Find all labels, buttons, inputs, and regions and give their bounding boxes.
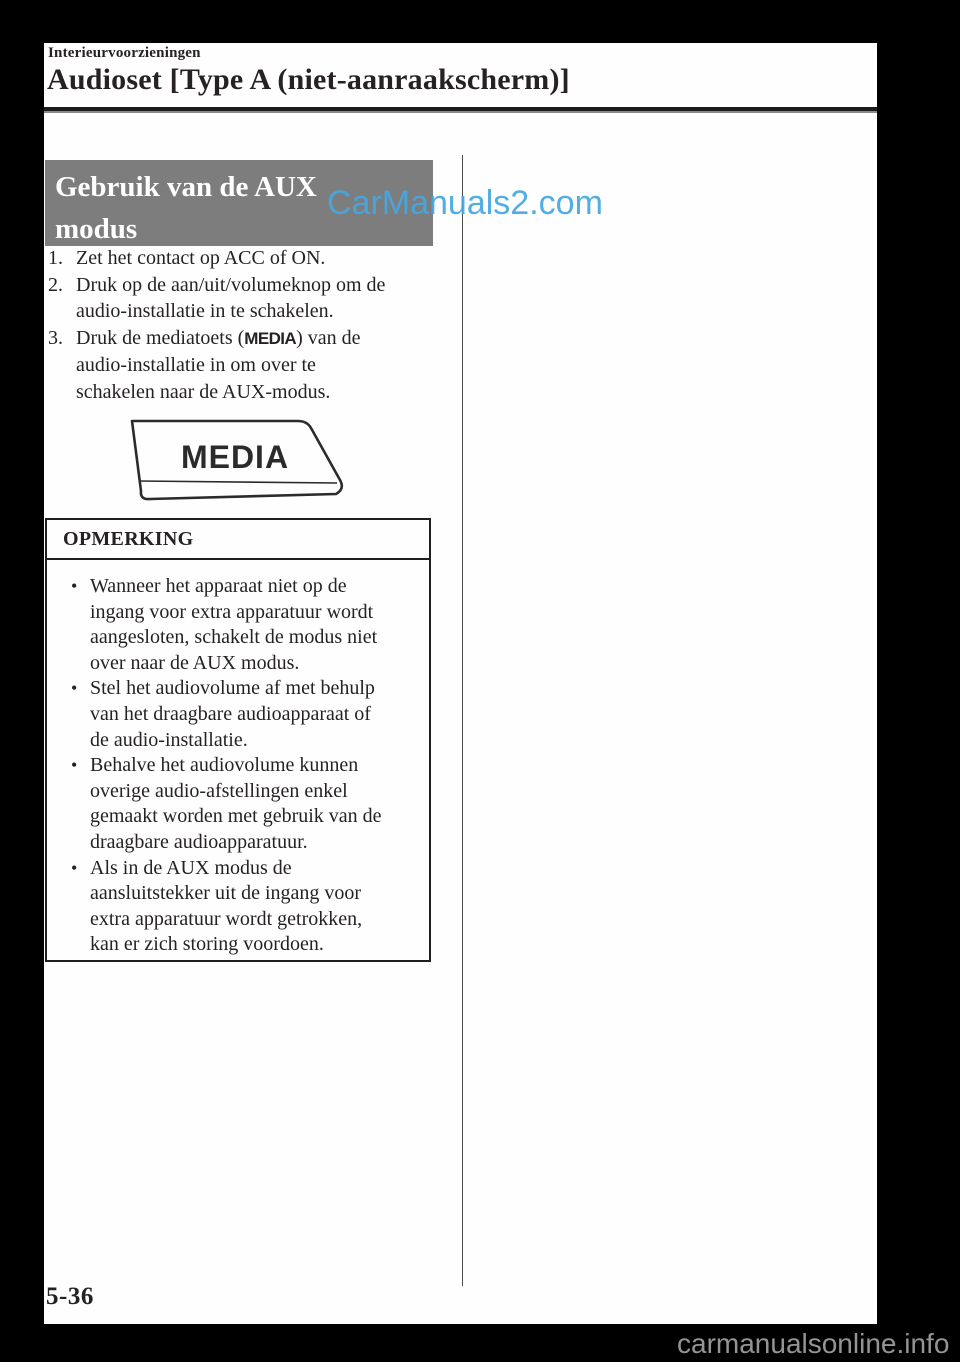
bullet-text-line: draagbare audioapparatuur. [90,830,308,853]
step-number: 2. [48,273,63,296]
bullet-text-line: overige audio-afstellingen enkel [90,779,348,802]
bullet-text-line: Wanneer het apparaat niet op de [90,575,347,597]
note-box [45,518,431,962]
watermark-carmanualsonline: carmanualsonline.info [677,1328,950,1359]
section-heading-line2: modus [55,213,138,245]
bullet-text-line: extra apparatuur wordt getrokken, [90,907,363,930]
bullet-text-line: kan er zich storing voordoen. [90,933,324,956]
bullet-text-line: Als in de AUX modus de [90,856,292,879]
page-title: Audioset [Type A (niet-aanraakscherm)] [47,63,570,96]
bullet-text-line: Stel het audiovolume af met behulp [90,677,375,700]
bullet-glyph: • [71,576,78,596]
bullet-text [90,856,429,958]
inline-media-key-label: MEDIA [244,328,297,348]
numbered-steps-list [48,245,448,406]
bullet-text-line: over naar de AUX modus. [90,651,300,674]
page-number: 5-36 [46,1283,94,1310]
note-bullet-item [71,753,429,855]
bullet-glyph: • [71,755,78,776]
note-bullet-item [71,856,429,958]
section-heading-line1: Gebruik van de AUX [55,171,317,203]
note-bullet-item [71,574,429,676]
bullet-text-line: van het draagbare audioapparaat of [90,702,371,725]
step-text [76,325,448,406]
step-number: 3. [48,326,63,349]
column-divider [462,155,463,1286]
media-button-illustration [128,416,350,506]
step-text-line: schakelen naar de AUX-modus. [76,380,331,403]
bullet-glyph: • [71,857,78,878]
step-item [48,245,448,272]
step-text-line: audio-installatie in om over te [76,354,316,377]
bullet-text-line: aansluitstekker uit de ingang voor [90,882,362,905]
media-button-label: MEDIA [180,439,290,475]
step-item [48,325,448,406]
title-divider-rule [44,107,877,113]
step-text-line: Druk op de aan/uit/volumeknop om de [76,273,386,296]
step-text [76,245,448,272]
bullet-text-line: aangesloten, schakelt de modus niet [90,626,378,649]
watermark-carmanuals2: CarManuals2.com [327,184,603,222]
step-number: 1. [48,247,63,269]
step-item [48,272,448,325]
step-text-line: Druk de mediatoets (MEDIA) van de [76,326,361,349]
note-bullet-item [71,676,429,753]
note-title: OPMERKING [47,520,429,560]
bullet-text-line: gemaakt worden met gebruik van de [90,805,382,828]
bullet-text [90,574,429,676]
step-text-line: audio-installatie in te schakelen. [76,300,334,323]
step-text-line: Zet het contact op ACC of ON. [76,247,326,269]
breadcrumb: Interieurvoorzieningen [48,45,201,61]
step-text [76,272,448,325]
bullet-text-line: ingang voor extra apparatuur wordt [90,600,374,623]
bullet-text [90,676,429,753]
bullet-glyph: • [71,678,78,699]
bullet-text-line: Behalve het audiovolume kunnen [90,754,359,777]
document-page [44,43,877,1324]
bullet-text-line: de audio-installatie. [90,728,248,751]
note-bullet-list [47,560,429,958]
bullet-text [90,753,429,855]
media-button-shape [128,416,350,506]
